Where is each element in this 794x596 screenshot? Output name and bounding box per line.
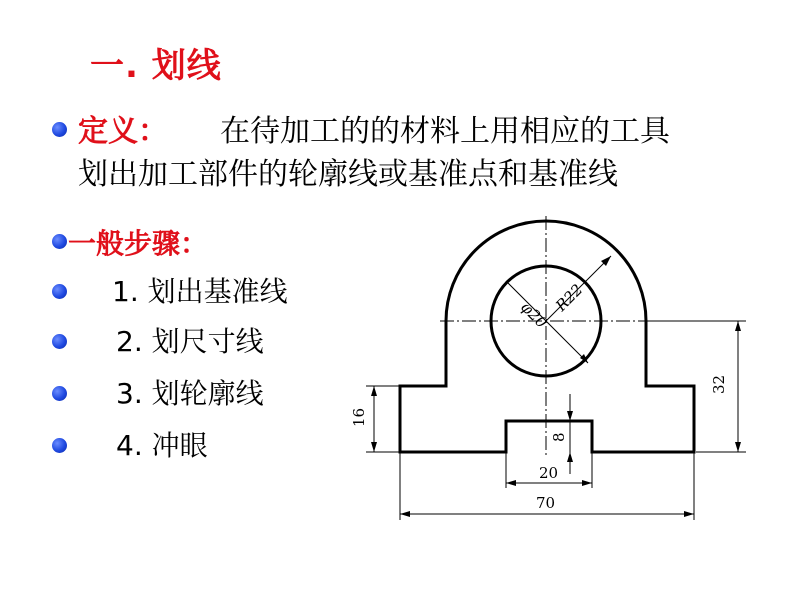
dim-16-label: 16 <box>350 407 368 427</box>
definition-text: 在待加工的的材料上用相应的工具 <box>220 114 670 149</box>
steps-heading: 一般步骤： <box>68 227 209 260</box>
dim-8-label: 8 <box>550 432 568 442</box>
step-item: 1. 划出基准线 <box>112 275 288 308</box>
dim-phi-label: φ20 <box>517 298 551 332</box>
definition-line-2: 划出加工部件的轮廓线或基准点和基准线 <box>78 157 618 192</box>
bullet-icon <box>52 438 67 453</box>
step-item: 4. 冲眼 <box>116 429 208 462</box>
bullet-icon <box>52 334 67 349</box>
bullet-icon <box>52 284 67 299</box>
engineering-drawing <box>346 208 760 542</box>
dim-radius-label: R22 <box>552 280 587 315</box>
dim-70-label: 70 <box>536 494 556 512</box>
step-item: 2. 划尺寸线 <box>116 325 264 358</box>
step-item: 3. 划轮廓线 <box>116 377 264 410</box>
bullet-icon <box>52 122 67 137</box>
definition-label: 定义： <box>78 114 168 149</box>
definition-line-1 <box>78 106 670 150</box>
dim-20-label: 20 <box>539 464 559 482</box>
dim-32-label: 32 <box>710 374 728 394</box>
bullet-icon <box>52 234 67 249</box>
bullet-icon <box>52 386 67 401</box>
slide-title: 一. 划线 <box>90 46 222 86</box>
